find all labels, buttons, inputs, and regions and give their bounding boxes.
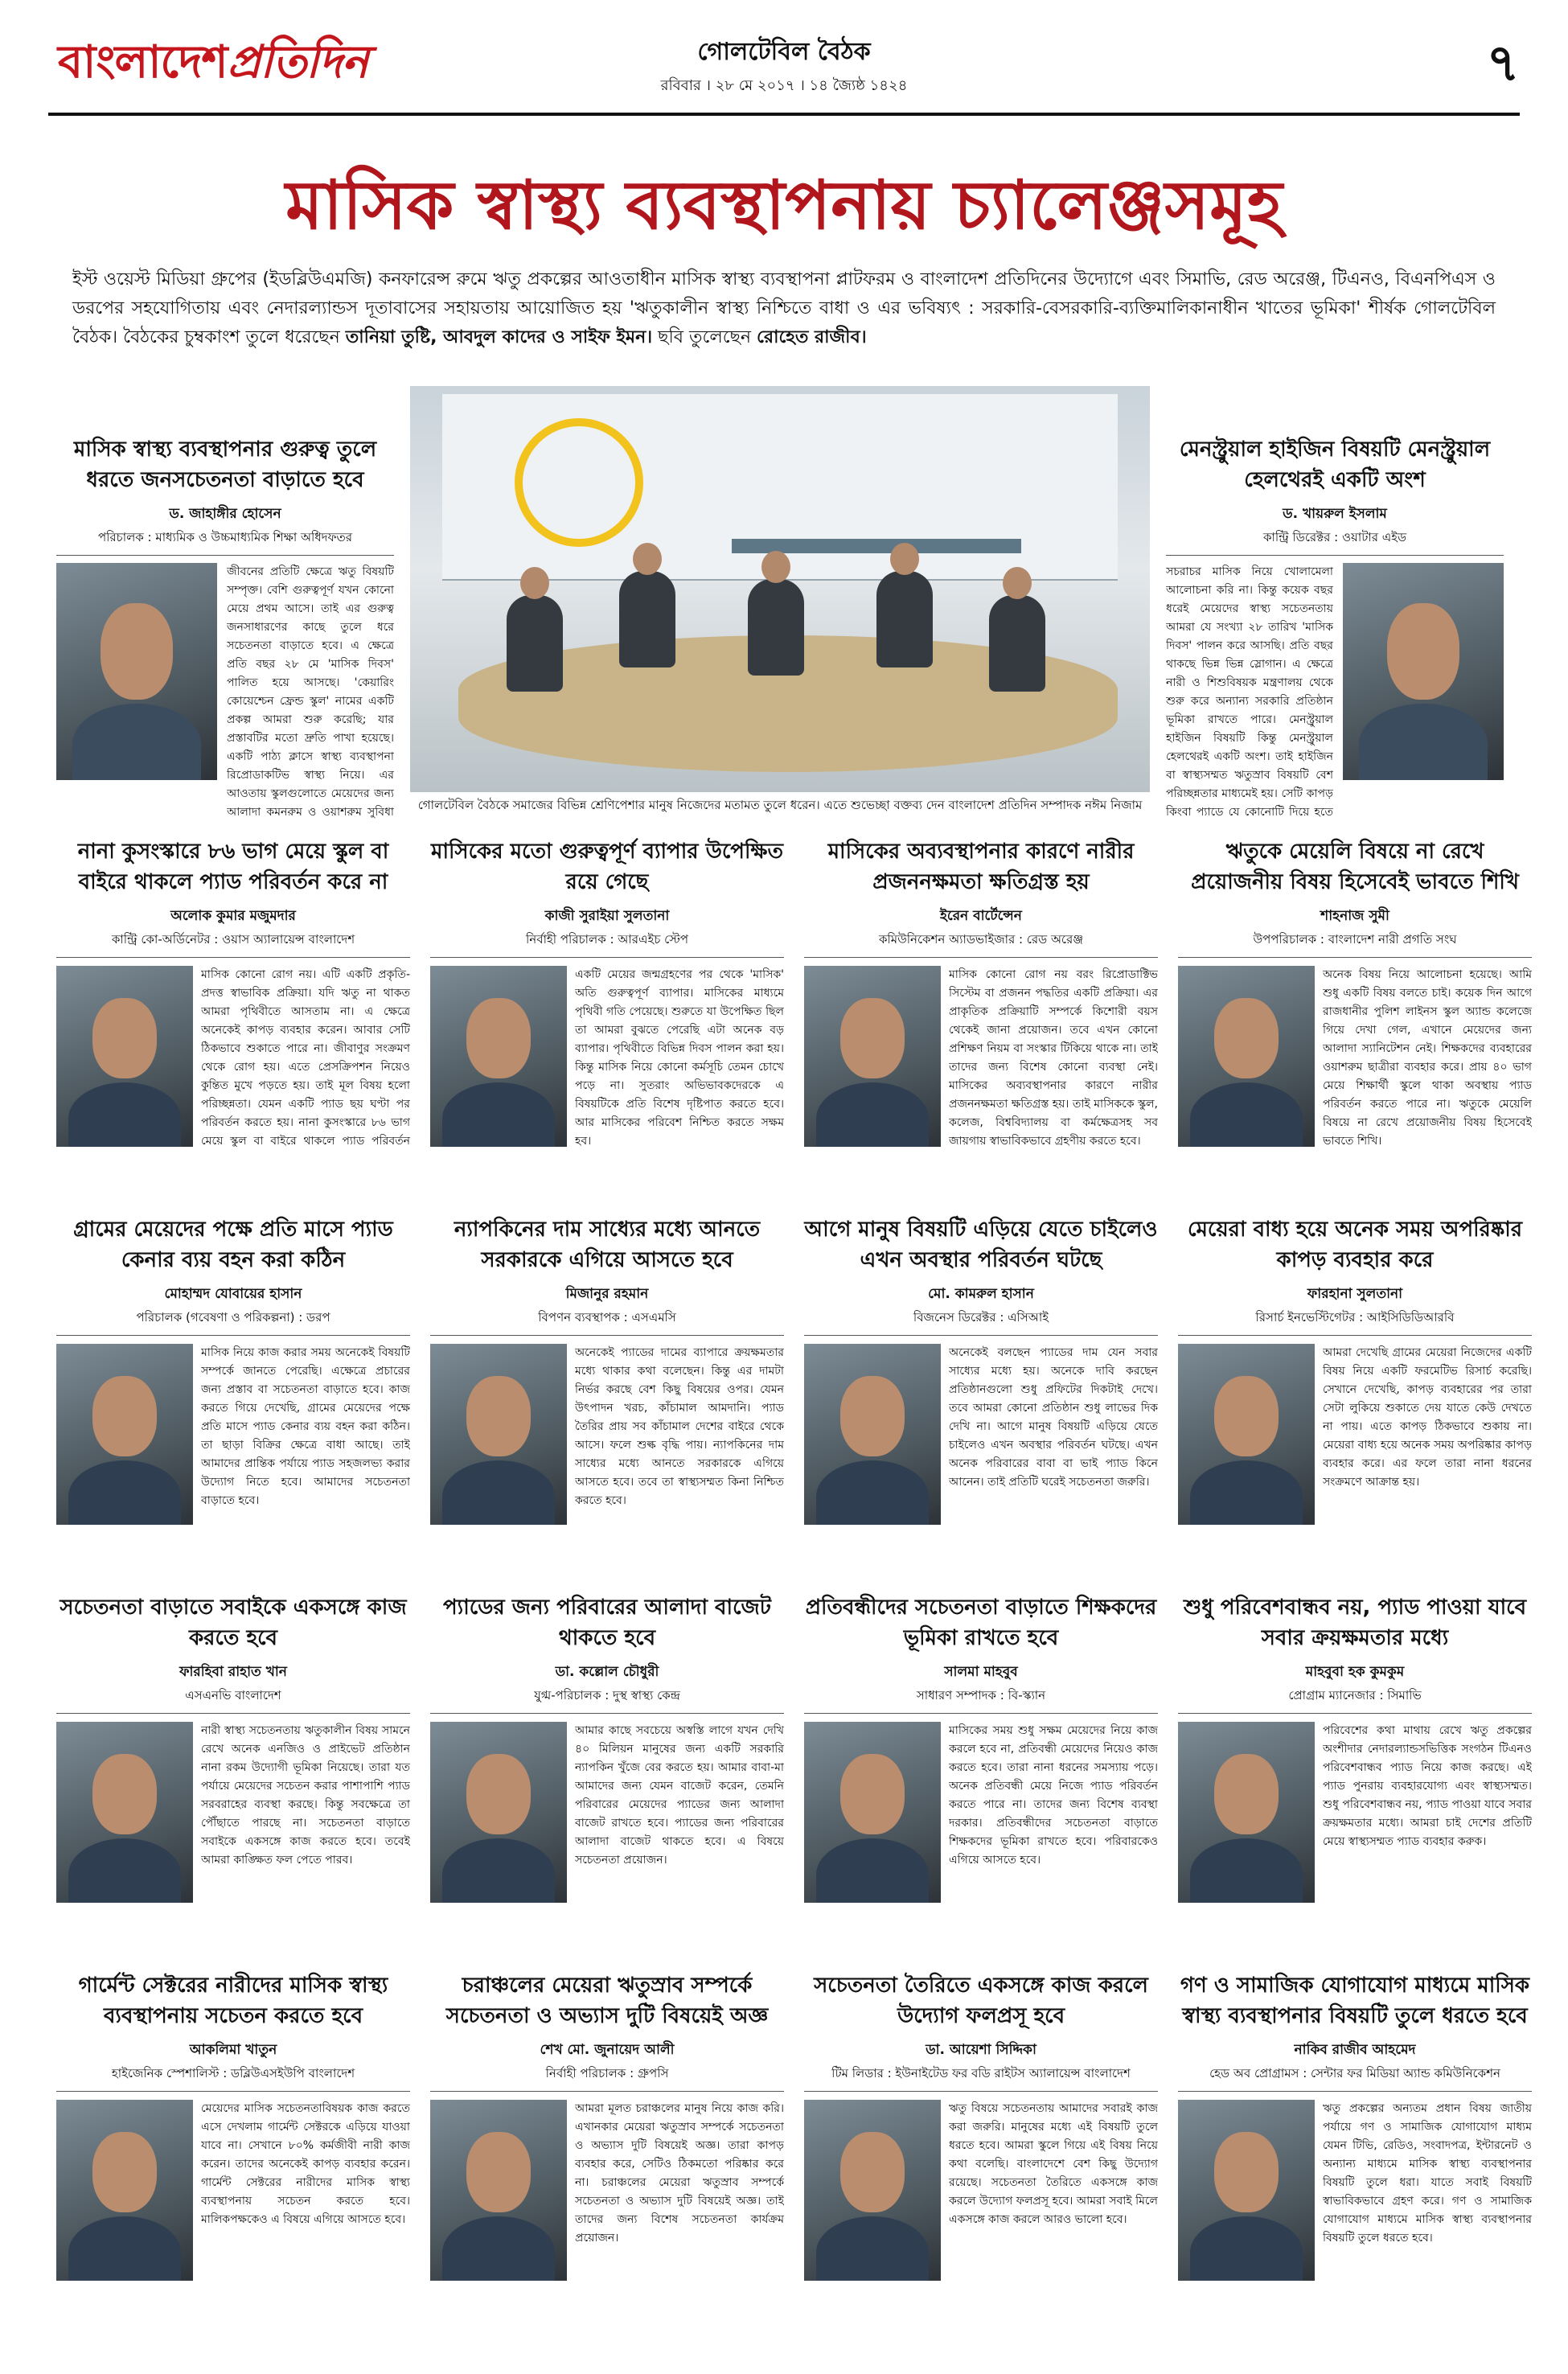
speaker-photo[interactable] — [56, 2100, 193, 2281]
shirt-shape — [68, 1838, 181, 1903]
face-shape — [840, 2132, 905, 2212]
article-body — [1178, 1344, 1532, 1525]
article-title: সচেতনতা তৈরিতে একসঙ্গে কাজ করলে উদ্যোগ ফলপ্রসূ হবে — [814, 1974, 1148, 2028]
speaker-photo[interactable] — [430, 1344, 567, 1525]
photo-credit-label: ছবি তুলেছেন — [652, 327, 757, 347]
article-title: ঋতুকে মেয়েলি বিষয়ে না রেখে প্রয়োজনীয় বিষয় হিসেবেই ভাবতে শিখি — [1191, 840, 1519, 894]
hero-caption: গোলটেবিল বৈঠকে সমাজের বিভিন্ন শ্রেণিপেশার মানুষ নিজেদের মতামত তুলে ধরেন। এতে শুভেচ্ছা বক্তব্য দেন বাংলাদেশ প্রতিদিন সম্পাদক নঈম নিজাম — [417, 798, 1143, 812]
article-title: সচেতনতা বাড়াতে সবাইকে একসঙ্গে কাজ করতে হবে — [60, 1596, 407, 1650]
shirt-shape — [1359, 704, 1488, 780]
article-title: মেনস্ট্রুয়াল হাইজিন বিষয়টি মেনস্ট্রুয়াল হেলথেরই একটি অংশ — [1179, 437, 1491, 492]
shirt-shape — [442, 1082, 555, 1147]
shirt-shape — [816, 1838, 929, 1903]
speaker-name: ড. জাহাঙ্গীর হোসেন — [169, 506, 281, 522]
speaker-photo[interactable] — [804, 1722, 941, 1903]
article-text: সচরাচর মাসিক নিয়ে খোলামেলা আলোচনা করি না। কিন্তু কয়েক বছর ধরেই মেয়েদের স্বাস্থ্য সচেতনতায় আমরা যে সংখ্যা ২৮ তারিখ 'মাসিক দিবস' পালন করে আসছি। প্রতি বছর থাকছে ভিন্ন ভিন্ন স্লোগান। এ ক্ষেত্রে নারী ও শিশুবিষয়ক মন্ত্রণালয় থেকে শুরু করে অন্যান্য সরকারি প্রতিষ্ঠান ভূমিকা রাখতে পারে। মেনস্ট্রুয়াল হাইজিন বিষয়টি কিন্তু মেনস্ট্রুয়াল হেলথেরই একটি অংশ। তাই হাইজিন বা স্বাস্থ্যসম্মত ঋতুস্রাব বিষয়টি বেশ পরিচ্ছন্নতার মাধ্যমেই হয়। সেটি কাপড় কিংবা প্যাডে যে কোনোটি দিয়ে হতে — [1166, 565, 1333, 819]
speaker-role: হেড অব প্রোগ্রামস : সেন্টার ফর মিডিয়া অ্যান্ড কমিউনিকেশন — [1178, 2064, 1532, 2092]
face-shape — [1214, 2132, 1279, 2212]
speaker-name: ফারহিবা রাহাত খান — [179, 1664, 287, 1680]
article-card — [430, 836, 784, 1147]
speaker-photo[interactable] — [430, 966, 567, 1147]
article-text: নারী স্বাস্থ্য সচেতনতায় ঋতুকালীন বিষয় সামনে রেখে অনেক এনজিও ও প্রাইভেট প্রতিষ্ঠান নানা রকম উদ্যোগী ভূমিকা নিয়েছে। তারা যত পর্যায়ে মেয়েদের সচেতন করার পাশাপাশি প্যাড সরবরাহের ব্যবস্থা করছে। কিন্তু সবক্ষেত্রে তা পৌঁছাতে পারছে না। সচেতনতা বাড়াতে সবাইকে একসঙ্গে কাজ করতে হবে। তবেই আমরা কাঙ্ক্ষিত ফল পেতে পারব। — [201, 1724, 410, 1867]
speaker-photo[interactable] — [430, 2100, 567, 2281]
face-shape — [1214, 998, 1279, 1078]
speaker-name: মিজানুর রহমান — [565, 1286, 649, 1302]
article-title: ন্যাপকিনের দাম সাধ্যের মধ্যে আনতে সরকারকে এগিয়ে আসতে হবে — [454, 1218, 761, 1272]
top-article-left — [56, 434, 394, 556]
article-card — [1178, 1970, 1532, 2281]
speaker-role: সাধারণ সম্পাদক : বি-স্ক্যান — [804, 1686, 1158, 1714]
speaker-photo[interactable] — [56, 1722, 193, 1903]
speaker-photo[interactable] — [1178, 1344, 1315, 1525]
speaker-role: হাইজেনিক স্পেশালিস্ট : ডব্লিউএসইউপি বাংলাদেশ — [56, 2064, 410, 2092]
shirt-shape — [68, 1460, 181, 1525]
face-shape — [840, 998, 905, 1078]
speaker-name: মো. কামরুল হাসান — [928, 1286, 1034, 1302]
article-title: মেয়েরা বাধ্য হয়ে অনেক সময় অপরিষ্কার কাপড় ব্যবহার করে — [1187, 1218, 1523, 1272]
shirt-shape — [72, 704, 201, 780]
speaker-photo[interactable] — [1178, 2100, 1315, 2281]
article-body — [1178, 2100, 1532, 2281]
section-name: গোলটেবিল বৈঠক — [697, 38, 871, 66]
article-body — [1178, 1722, 1532, 1903]
speaker-role: নির্বাহী পরিচালক : গ্রুপসি — [430, 2064, 784, 2092]
article-card — [804, 1592, 1158, 1903]
article-text: অনেকেই বলছেন প্যাডের দাম যেন সবার সাধ্যের মধ্যে হয়। অনেকে দাবি করছেন প্রতিষ্ঠানগুলো শুধু প্রফিটের দিকটাই দেখে। তবে আমরা কোনো প্রতিষ্ঠান শুধু লাভের দিক দেখি না। আগে মানুষ বিষয়টি এড়িয়ে যেতে চাইলেও এখন অবস্থার পরিবর্তন ঘটছে। এখন অনেক পরিবারের বাবা বা ভাই প্যাড কিনে আনেন। তাই প্রতিটি ঘরেই সচেতনতা জরুরি। — [949, 1346, 1158, 1489]
article-body — [56, 2100, 410, 2281]
banner-logo-icon — [515, 418, 643, 547]
article-title: গ্রামের মেয়েদের পক্ষে প্রতি মাসে প্যাড কেনার ব্যয় বহন করা কঠিন — [73, 1218, 393, 1272]
face-shape — [1214, 1754, 1279, 1834]
speaker-role: যুগ্ম-পরিচালক : দুস্থ স্বাস্থ্য কেন্দ্র — [430, 1686, 784, 1714]
speaker-name: ফারহানা সুলতানা — [1307, 1286, 1403, 1302]
page-number: ৭ — [1486, 34, 1520, 93]
speaker-role: এসএনভি বাংলাদেশ — [56, 1686, 410, 1714]
speaker-name: নাকিব রাজীব আহমেদ — [1294, 2042, 1416, 2058]
article-title: শুধু পরিবেশবান্ধব নয়, প্যাড পাওয়া যাবে সবার ক্রয়ক্ষমতার মধ্যে — [1183, 1596, 1527, 1650]
participant-head — [761, 551, 790, 583]
speaker-photo[interactable] — [1343, 563, 1504, 780]
article-body — [430, 966, 784, 1147]
shirt-shape — [1190, 1838, 1303, 1903]
article-title: আগে মানুষ বিষয়টি এড়িয়ে যেতে চাইলেও এখন অবস্থার পরিবর্তন ঘটছে — [804, 1218, 1158, 1272]
speaker-role: কান্ট্রি কো-অর্ডিনেটর : ওয়াস অ্যালায়েন্স বাংলাদেশ — [56, 930, 410, 958]
face-shape — [1387, 603, 1459, 700]
article-text: অনেক বিষয় নিয়ে আলোচনা হয়েছে। আমি শুধু একটি বিষয় বলতে চাই। কয়েক দিন আগে রাজধানীর পুলিশ লাইনস স্কুল অ্যান্ড কলেজে গিয়ে দেখা গেল, এখানে মেয়েদের জন্য আলাদা স্যানিটেশন নেই। শিক্ষকদের ব্যবহারের ওয়াশরুম ছাত্রীরা ব্যবহার করে। প্রায় ৪০ ভাগ মেয়ে শিক্ষার্থী স্কুলে থাকা অবস্থায় প্যাড পরিবর্তন করতে পারে না। ঋতুকে মেয়েলি বিষয়ে না রেখে প্রয়োজনীয় বিষয় হিসেবেই ভাবতে শিখি। — [1323, 968, 1532, 1147]
speaker-photo[interactable] — [804, 2100, 941, 2281]
article-body — [430, 1344, 784, 1525]
article-text: একটি মেয়ের জন্মগ্রহণের পর থেকে 'মাসিক' অতি গুরুত্বপূর্ণ ব্যাপার। মাসিকের মাধ্যমে পৃথিবী গতি পেয়েছে। শুরুতে যা উপেক্ষিত ছিল তা আমরা বুঝতে পেরেছি এটা অনেক বড় ব্যাপার। পৃথিবীতে বিভিন্ন দিবস পালন করা হয়। কিন্তু মাসিক নিয়ে কোনো কর্মসূচি তেমন চোখে পড়ে না। সুতরাং অভিভাবকদেরকে এ বিষয়টিকে প্রতি বিশেষ দৃষ্টিপাত করতে হবে। আর মাসিকের পরিবেশ নিশ্চিত করতে সক্ষম হব। — [575, 968, 784, 1147]
article-title: প্যাডের জন্য পরিবারের আলাদা বাজেট থাকতে হবে — [443, 1596, 771, 1650]
article-title: মাসিকের মতো গুরুত্বপূর্ণ ব্যাপার উপেক্ষিত রয়ে গেছে — [431, 840, 783, 894]
speaker-role: রিসার্চ ইনভেস্টিগেটর : আইসিডিডিআরবি — [1178, 1308, 1532, 1336]
speaker-photo[interactable] — [56, 563, 217, 780]
shirt-shape — [68, 1082, 181, 1147]
article-body — [430, 2100, 784, 2281]
speaker-photo[interactable] — [56, 1344, 193, 1525]
article-card — [1178, 1214, 1532, 1525]
article-card — [1178, 836, 1532, 1147]
shirt-shape — [442, 1838, 555, 1903]
article-card — [1178, 1592, 1532, 1903]
participant-figure — [876, 571, 933, 667]
article-title: গণ ও সামাজিক যোগাযোগ মাধ্যমে মাসিক স্বাস্থ্য ব্যবস্থাপনার বিষয়টি তুলে ধরতে হবে — [1180, 1974, 1530, 2028]
shirt-shape — [1190, 1460, 1303, 1525]
article-card — [430, 1970, 784, 2281]
article-title: মাসিক স্বাস্থ্য ব্যবস্থাপনার গুরুত্ব তুলে ধরতে জনসচেতনতা বাড়াতে হবে — [73, 437, 377, 492]
masthead — [0, 0, 1568, 121]
article-text: মাসিকের সময় শুধু সক্ষম মেয়েদের নিয়ে কাজ করলে হবে না, প্রতিবন্ধী মেয়েদের নিয়েও কাজ করতে হবে। তারা নানা ধরনের সমস্যায় পড়ে। অনেক প্রতিবন্ধী মেয়ে নিজে প্যাড পরিবর্তন করতে পারে না। তাদের জন্য বিশেষ ব্যবস্থা দরকার। প্রতিবন্ধীদের সচেতনতা বাড়াতে শিক্ষকদের ভূমিকা রাখতে হবে। পরিবারকেও এগিয়ে আসতে হবে। — [949, 1724, 1158, 1867]
face-shape — [466, 998, 531, 1078]
face-shape — [840, 1376, 905, 1456]
speaker-photo[interactable] — [430, 1722, 567, 1903]
article-text: মেয়েদের মাসিক সচেতনতাবিষয়ক কাজ করতে এসে দেখলাম গার্মেন্ট সেক্টরকে এড়িয়ে যাওয়া যাবে না। সেখানে ৮০% কর্মজীবী নারী কাজ করেন। তাদের অনেকেই কাপড় ব্যবহার করেন। গার্মেন্ট সেক্টরের নারীদের মাসিক স্বাস্থ্য ব্যবস্থাপনায় সচেতন করতে হবে। মালিকপক্ষকেও এ বিষয়ে এগিয়ে আসতে হবে। — [201, 2102, 410, 2226]
article-text: মাসিক কোনো রোগ নয় বরং রিপ্রোডাক্টিভ সিস্টেম বা প্রজনন পদ্ধতির একটি প্রক্রিয়া। এর প্রাকৃতিক প্রক্রিয়াটি সম্পর্কে কিশোরী বয়স থেকেই জানা প্রয়োজন। তবে এখন কোনো প্রশিক্ষণ নিয়ম বা সংস্কার টিকিয়ে থাকে না। তাই তাদের জন্য বিশেষ কোনো ব্যবস্থা নেই। মাসিকের অব্যবস্থাপনার কারণে নারীর প্রজননক্ষমতা ক্ষতিগ্রস্ত হয়। তাই মাসিককে স্কুল, কলেজ, বিশ্ববিদ্যালয় বা কর্মক্ষেত্রসহ সব জায়গায় স্বাভাবিকভাবে গ্রহণীয় করতে হবে। — [949, 968, 1158, 1147]
participant-head — [1003, 567, 1032, 599]
speaker-name: ড. খায়রুল ইসলাম — [1283, 506, 1387, 522]
shirt-shape — [442, 1460, 555, 1525]
speaker-name: কাজী সুরাইয়া সুলতানা — [544, 908, 670, 924]
speaker-name: শেখ মো. জুনায়েদ আলী — [540, 2042, 675, 2058]
speaker-photo[interactable] — [804, 1344, 941, 1525]
face-shape — [466, 1754, 531, 1834]
article-body — [56, 1344, 410, 1525]
shirt-shape — [442, 2216, 555, 2281]
article-text: মাসিক কোনো রোগ নয়। এটি একটি প্রকৃতি-প্রদত্ত স্বাভাবিক প্রক্রিয়া। যদি ঋতু না থাকত আমরা পৃথিবীতে আসতাম না। এ ক্ষেত্রে অনেকেই কাপড় ব্যবহার করেন। আবার সেটি ঠিকভাবে শুকাতে পারে না। জীবাণুর সংক্রমণ থেকে রোগ হয়। এতে প্রেসক্রিপশন নিয়েও কুন্তিত মুখে পড়তে হয়। তাই মূল বিষয় হলো পরিচ্ছন্নতা। যেমন একটি প্যাড ছয় ঘণ্টা পর পরিবর্তন করতে হয়। নানা কুসংস্কারে ৮৬ ভাগ মেয়ে স্কুল বা বাইরে থাকলে প্যাড পরিবর্তন — [201, 968, 410, 1147]
face-shape — [92, 1754, 157, 1834]
participant-head — [520, 567, 549, 599]
participant-figure — [619, 571, 675, 667]
article-title: প্রতিবন্ধীদের সচেতনতা বাড়াতে শিক্ষকদের ভূমিকা রাখতে হবে — [805, 1596, 1157, 1650]
face-shape — [466, 1376, 531, 1456]
speaker-name: ডা. আয়েশা সিদ্দিকা — [926, 2042, 1036, 2058]
speaker-role: পরিচালক : মাধ্যমিক ও উচ্চমাধ্যমিক শিক্ষা অধিদফতর — [56, 528, 394, 556]
participant-head — [633, 543, 662, 575]
participant-figure — [989, 595, 1045, 692]
intro-paragraph — [72, 265, 1496, 352]
shirt-shape — [816, 1460, 929, 1525]
speaker-name: ইরেন বার্টেন্সেন — [940, 908, 1022, 924]
article-text: আমরা মূলত চরাঞ্চলের মানুষ নিয়ে কাজ করি। এখানকার মেয়েরা ঋতুস্রাব সম্পর্কে সচেতনতা ও অভ্যাস দুটি বিষয়েই অজ্ঞ। তারা কাপড় ব্যবহার করে, সেটিও ঠিকমতো পরিষ্কার করে না। চরাঞ্চলের মেয়েরা ঋতুস্রাব সম্পর্কে সচেতনতা ও অভ্যাস দুটি বিষয়েই অজ্ঞ। তাই তাদের জন্য বিশেষ সচেতনতা কার্যক্রম প্রয়োজন। — [575, 2102, 784, 2245]
participant-head — [890, 543, 919, 575]
face-shape — [92, 998, 157, 1078]
speaker-name: মাহবুবা হক কুমকুম — [1305, 1664, 1405, 1680]
speaker-name: ডা. কল্লোল চৌধুরী — [555, 1664, 659, 1680]
article-title: চরাঞ্চলের মেয়েরা ঋতুস্রাব সম্পর্কে সচেতনতা ও অভ্যাস দুটি বিষয়েই অজ্ঞ — [445, 1974, 769, 2028]
speaker-role: বিপণন ব্যবস্থাপক : এসএমসি — [430, 1308, 784, 1336]
article-card — [56, 1592, 410, 1903]
speaker-name: অলোক কুমার মজুমদার — [170, 908, 296, 924]
logo-part-1: বাংলাদেশ — [58, 36, 228, 88]
shirt-shape — [1190, 2216, 1303, 2281]
speaker-photo[interactable] — [804, 966, 941, 1147]
speaker-name: শাহনাজ সুমী — [1320, 908, 1389, 924]
article-text: আমরা দেখেছি গ্রামের মেয়েরা নিজেদের একটি বিষয় নিয়ে একটি ফরমেটিভ রিসার্চ করেছি। সেখানে দেখেছি, কাপড় ব্যবহারের পর তারা সেটা লুকিয়ে শুকাতে দেয় যাতে কেউ দেখতে না পায়। এতে কাপড় ঠিকভাবে শুকায় না। মেয়েরা বাধ্য হয়ে অনেক সময় অপরিষ্কার কাপড় ব্যবহার করে। এর ফলে তারা নানা ধরনের সংক্রমণে আক্রান্ত হয়। — [1323, 1346, 1532, 1489]
article-card — [804, 1214, 1158, 1525]
article-text: পরিবেশের কথা মাথায় রেখে ঋতু প্রকল্পের অংশীদার নেদারল্যান্ডসভিত্তিক সংগঠন টিএনও পরিবেশবান্ধব প্যাড নিয়ে কাজ করছে। এই প্যাড পুনরায় ব্যবহারযোগ্য এবং স্বাস্থ্যসম্মত। শুধু পরিবেশবান্ধব নয়, প্যাড পাওয়া যাবে সবার ক্রয়ক্ষমতার মধ্যে। আমরা চাই দেশের প্রতিটি মেয়ে স্বাস্থ্যসম্মত প্যাড ব্যবহার করুক। — [1323, 1724, 1532, 1848]
face-shape — [840, 1754, 905, 1834]
article-text: অনেকেই প্যাডের দামের ব্যাপারে ক্রয়ক্ষমতার মধ্যে থাকার কথা বলেছেন। কিন্তু এর দামটা নির্ভর করছে বেশ কিছু বিষয়ের ওপর। যেমন উৎপাদন খরচ, কাঁচামাল আমদানি। প্যাড তৈরির প্রায় সব কাঁচামাল দেশের বাইরে থেকে আসে। ফলে শুল্ক বৃদ্ধি পায়। ন্যাপকিনের দাম সাধ্যের মধ্যে আনতে সরকারকে এগিয়ে আসতে হবে। তবে তা স্বাস্থ্যসম্মত কিনা নিশ্চিত করতে হবে। — [575, 1346, 784, 1507]
shirt-shape — [816, 1082, 929, 1147]
intro-photographer: রোহেত রাজীব। — [757, 327, 867, 347]
top-article-right — [1166, 434, 1504, 556]
intro-reporters: তানিয়া তুষ্টি, আবদুল কাদের ও সাইফ ইমন। — [345, 327, 653, 347]
speaker-name: মোহাম্মদ যোবায়ের হাসান — [164, 1286, 302, 1302]
face-shape — [92, 1376, 157, 1456]
article-text: মাসিক নিয়ে কাজ করার সময় অনেকেই বিষয়টি সম্পর্কে জানতে পেরেছি। এক্ষেত্রে প্রচারের জন্য প্রস্তাব বা সচেতনতা বাড়াতে হবে। কাজ করতে গিয়ে দেখেছি, গ্রামের মেয়েদের পক্ষে প্রতি মাসে প্যাড কেনার ব্যয় বহন করা কঠিন। তা ছাড়া বিক্রির ক্ষেত্রে বাধা আছে। তাই আমাদের প্রান্তিক পর্যায়ে প্যাড সহজলভ্য করার উদ্যোগ নিতে হবে। আমাদের সচেতনতা বাড়াতে হবে। — [201, 1346, 410, 1507]
article-body — [804, 1722, 1158, 1903]
participant-figure — [748, 579, 804, 676]
hero-photo[interactable] — [410, 386, 1150, 792]
article-card — [430, 1592, 784, 1903]
shirt-shape — [816, 2216, 929, 2281]
article-card — [56, 836, 410, 1147]
speaker-role: নির্বাহী পরিচালক : আরএইচ স্টেপ — [430, 930, 784, 958]
dateline: রবিবার । ২৮ মে ২০১৭ । ১৪ জ্যৈষ্ঠ ১৪২৪ — [660, 77, 908, 94]
face-shape — [92, 2132, 157, 2212]
article-body — [804, 966, 1158, 1147]
article-title: মাসিকের অব্যবস্থাপনার কারণে নারীর প্রজননক্ষমতা ক্ষতিগ্রস্ত হয় — [827, 840, 1135, 894]
speaker-role: কান্ট্রি ডিরেক্টর : ওয়াটার এইড — [1166, 528, 1504, 556]
article-card — [56, 1970, 410, 2281]
shirt-shape — [1190, 1082, 1303, 1147]
article-text: আমার কাছে সবচেয়ে অস্বস্তি লাগে যখন দেখি ৪০ মিলিয়ন মানুষের জন্য একটি সরকারি ন্যাপকিন খুঁজে বের করতে হয়। আমার বাবা-মা আমাদের জন্য যেমন বাজেট করেন, তেমনি পরিবারের মেয়েদের প্যাডের জন্য আলাদা বাজেট রাখতে হবে। প্যাডের জন্য পরিবারের আলাদা বাজেট থাকতে হবে। এ বিষয়ে সচেতনতা প্রয়োজন। — [575, 1724, 784, 1867]
page-headline: মাসিক স্বাস্থ্য ব্যবস্থাপনায় চ্যালেঞ্জসমূহ — [285, 165, 1283, 244]
speaker-role: কমিউনিকেশন অ্যাডভাইজার : রেড অরেঞ্জ — [804, 930, 1158, 958]
article-body — [430, 1722, 784, 1903]
face-shape — [466, 2132, 531, 2212]
speaker-name: আকলিমা খাতুন — [189, 2042, 277, 2058]
article-body — [804, 1344, 1158, 1525]
article-card — [804, 1970, 1158, 2281]
article-card — [804, 836, 1158, 1147]
speaker-name: সালমা মাহবুব — [944, 1664, 1018, 1680]
participant-figure — [507, 595, 563, 692]
article-title: নানা কুসংস্কারে ৮৬ ভাগ মেয়ে স্কুল বা বাইরে থাকলে প্যাড পরিবর্তন করে না — [77, 840, 389, 894]
article-text: ঋতু প্রকল্পের অন্যতম প্রধান বিষয় জাতীয় পর্যায়ে গণ ও সামাজিক যোগাযোগ মাধ্যম যেমন টিভি, রেডিও, সংবাদপত্র, ইন্টারনেট ও অন্যান্য মাধ্যমে মাসিক স্বাস্থ্য ব্যবস্থাপনার বিষয়টি তুলে ধরা। যাতে সবাই বিষয়টি স্বাভাবিকভাবে গ্রহণ করে। গণ ও সামাজিক যোগাযোগ মাধ্যমে মাসিক স্বাস্থ্য ব্যবস্থাপনার বিষয়টি তুলে ধরতে হবে। — [1323, 2102, 1532, 2245]
face-shape — [1214, 1376, 1279, 1456]
speaker-photo[interactable] — [56, 966, 193, 1147]
article-title: গার্মেন্ট সেক্টরের নারীদের মাসিক স্বাস্থ্য ব্যবস্থাপনায় সচেতন করতে হবে — [78, 1974, 388, 2028]
article-body — [56, 1722, 410, 1903]
article-card — [430, 1214, 784, 1525]
article-body — [1178, 966, 1532, 1147]
article-body — [56, 966, 410, 1147]
article-text: জীবনের প্রতিটি ক্ষেত্রে ঋতু বিষয়টি সম্পৃক্ত। বেশি গুরুত্বপূর্ণ যখন কোনো মেয়ে প্রথম আসে। তাই এর গুরুত্ব জনসাধারণের কাছে তুলে ধরে সচেতনতা বাড়াতে হবে। এ ক্ষেত্রে প্রতি বছর ২৮ মে 'মাসিক দিবস' পালিত হয়ে আসছে। 'কেয়ারিং কোয়েশ্চেন ফ্রেন্ড স্কুল' নামের একটি প্রকল্প আমরা শুরু করেছি; যার প্রস্তাবটির মতো দ্রুতি পাখা হয়েছে। একটি পাঠ্য ক্লাসে স্বাস্থ্য ব্যবস্থাপনা রিপ্রোডাকটিভ স্বাস্থ্য নিয়ে। এর আওতায় স্কুলগুলোতে মেয়েদের জন্য আলাদা কমনরুম ও ওয়াশরুম সুবিধা — [227, 565, 394, 819]
shirt-shape — [68, 2216, 181, 2281]
speaker-photo[interactable] — [1178, 1722, 1315, 1903]
intro-text: ইস্ট ওয়েস্ট মিডিয়া গ্রুপের (ইডব্লিউএমজি) কনফারেন্স রুমে ঋতু প্রকল্পের আওতাধীন মাসিক স্বাস্থ্য ব্যবস্থাপনা প্লাটফরম ও বাংলাদেশ প্রতিদিনের উদ্যোগে এবং সিমাভি, রেড অরেঞ্জ, টিএনও, বিএনপিএস ও ডরপের সহযোগিতায় এবং নেদারল্যান্ডস দূতাবাসের সহায়তায় আয়োজিত হয় 'ঋতুকালীন স্বাস্থ্য নিশ্চিতে বাধা ও এর ভবিষ্যৎ : সরকারি-বেসরকারি-ব্যক্তিমালিকানাধীন খাতের ভূমিকা' শীর্ষক গোলটেবিল বৈঠক। বৈঠকের চুম্বকাংশ তুলে ধরেছেন — [72, 269, 1496, 347]
speaker-role: পরিচালক (গবেষণা ও পরিকল্পনা) : ডরপ — [56, 1308, 410, 1336]
speaker-role: উপপরিচালক : বাংলাদেশ নারী প্রগতি সংঘ — [1178, 930, 1532, 958]
article-body — [804, 2100, 1158, 2281]
article-text: ঋতু বিষয়ে সচেতনতায় আমাদের সবারই কাজ করা জরুরি। মানুষের মধ্যে এই বিষয়টি তুলে ধরতে হবে। আমরা স্কুলে গিয়ে এই বিষয় নিয়ে কথা বলেছি। বাংলাদেশে বেশ কিছু উদ্যোগ রয়েছে। সচেতনতা তৈরিতে একসঙ্গে কাজ করলে উদ্যোগ ফলপ্রসূ হবে। আমরা সবাই মিলে একসঙ্গে কাজ করলে আরও ভালো হবে। — [949, 2102, 1158, 2226]
speaker-photo[interactable] — [1178, 966, 1315, 1147]
speaker-role: টিম লিডার : ইউনাইটেড ফর বডি রাইটস অ্যালায়েন্স বাংলাদেশ — [804, 2064, 1158, 2092]
speaker-role: বিজনেস ডিরেক্টর : এসিআই — [804, 1308, 1158, 1336]
article-card — [56, 1214, 410, 1525]
speaker-role: প্রোগ্রাম ম্যানেজার : সিমাভি — [1178, 1686, 1532, 1714]
face-shape — [101, 603, 173, 700]
masthead-rule — [48, 113, 1520, 116]
logo-part-2: প্রতিদিন — [227, 36, 368, 88]
